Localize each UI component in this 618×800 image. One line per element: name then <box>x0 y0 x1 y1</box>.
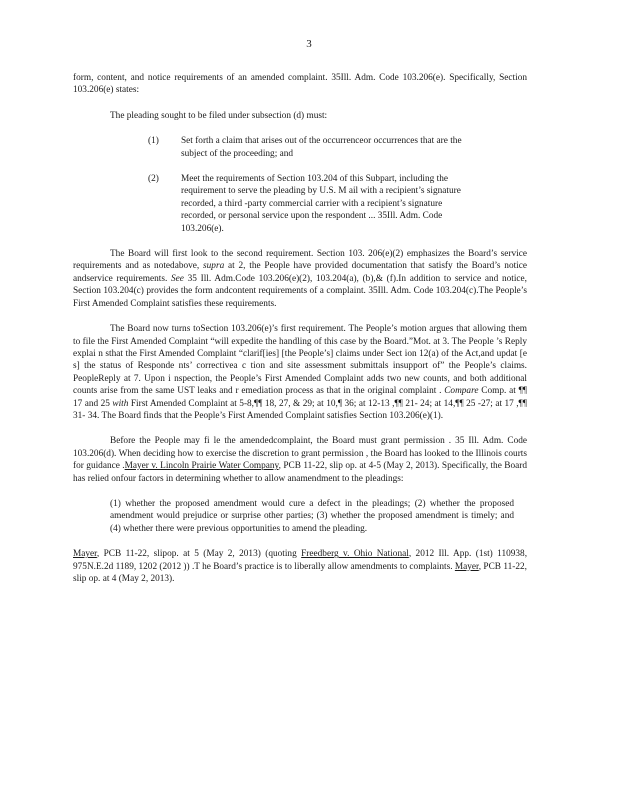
text-run: 35 Ill. Adm.Code 103.206(e)(2), 103.204(a), (b),& (f).In addition to service and notice, Section 103.204(c) provides the form andcontent requirements of a complaint. 35Ill. Adm. Code 103.204(c).The People’s First Amended Complaint satisfies these requirements. <box>73 273 527 309</box>
case-citation: Freedberg v. Ohio National <box>301 549 409 560</box>
paragraph-first-requirement <box>73 323 527 422</box>
case-citation: Mayer v. Lincoln Prairie Water Company <box>124 461 279 472</box>
text-run: , 2012 Ill. App. (1st) 110938, 975N.E.2d 1189, 1202 (2012 )) .T he Board’s practice is to liberally allow amendments to complaints. <box>73 549 528 572</box>
text-run: , PCB 11-22, slip op. at 4-5 (May 2, 2013). Specifically, the Board has relied onfour factors in determining whether to allow anamendment to the pleadings: <box>73 461 528 484</box>
text-run: Comp. at ¶¶ 17 and 25 <box>73 386 528 409</box>
list-item <box>148 173 473 235</box>
text-run: First Amended Complaint at 5-8,¶¶ 18, 27, & 29; at 10,¶ 36; at 12-13 ,¶¶ 21- 24; at 14,¶¶ 25 -27; at 17 ,¶¶ 31- 34. The Board finds that the People’s First Amended Complaint satisfies Section 103.206(e)(1). <box>73 398 527 421</box>
page-number: 3 <box>306 38 312 50</box>
list-item-text: Set forth a claim that arises out of the occurrenceor occurrences that are the subject of the proceeding; and <box>181 136 462 159</box>
text-run: at 2, the People have provided documentation that satisfy the Board’s notice andservice requirements. <box>73 261 528 284</box>
list-item-text: Meet the requirements of Section 103.204 of this Subpart, including the requirement to serve the pleading by U.S. M ail with a recipient’s signature recorded, a third -party commercial carrier with a recipient’s signature recorded, or personal service upon the respondent ... 35Ill. Adm. Code 103.206(e). <box>181 174 461 234</box>
text-run: Before the People may fi le the amendedcomplaint, the Board must grant permission . 35 Ill. Adm. Code 103.206(d). When deciding how to exercise the discretion to grant permission , the Board has looked to the Illinois courts for guidance . <box>73 436 527 472</box>
italic-see: See <box>171 273 184 284</box>
italic-supra: supra <box>203 261 225 272</box>
list-item <box>148 135 473 160</box>
list-item-number: (1) <box>148 136 159 147</box>
document-body <box>73 72 527 585</box>
block-quote: (1) whether the proposed amendment would cure a defect in the pleadings; (2) whether the proposed amendment would prejudice or surprise other parties; (3) whether the proposed amendment is timely; and (4) whether there were previous opportunities to amend the pleading. <box>110 498 514 534</box>
paragraph-service-requirement <box>73 248 527 310</box>
italic-compare: Compare <box>444 386 479 397</box>
paragraph-intro: form, content, and notice requirements of an amended complaint. 35Ill. Adm. Code 103.206(e). Specifically, Section 103.206(e) states: <box>73 73 527 96</box>
case-citation: Mayer <box>454 561 479 572</box>
case-citation: Mayer <box>73 549 97 560</box>
text-run: , PCB 11-22, slipop. at 5 (May 2, 2013) (quoting <box>96 549 297 560</box>
paragraph-permission <box>73 435 527 485</box>
paragraph-citation <box>73 548 527 585</box>
italic-with: with <box>112 398 129 409</box>
text-run: The Board will first look to the second requirement. Section 103. 206(e)(2) emphasizes the Board’s service requirements and as notedabove, <box>73 249 527 272</box>
text-run: The Board now turns toSection 103.206(e)’s first requirement. The People’s motion argues that allowing them to file the First Amended Complaint “will expedite the handling of this case by the Board.”Mot. at 3. The People ’s Reply explai n sthat the First Amended Complaint “clarif[ies] [the People’s] claims under Sect ion 12(a) of the Act,and updat [e s] the status of Responde nts’ correctivea c tion and site assessment submittals insupport of” the People’s claims. PeopleReply at 7. Upon i nspection, the People’s First Amended Complaint adds two new counts, and both additional counts arise from the same UST leaks and r emediation process as that in the original complaint . <box>73 324 527 397</box>
text-run: , PCB 11-22, slip op. at 4 (May 2, 2013). <box>73 561 527 584</box>
quote-lead: The pleading sought to be filed under subsection (d) must: <box>110 110 328 121</box>
list-item-number: (2) <box>148 174 159 185</box>
